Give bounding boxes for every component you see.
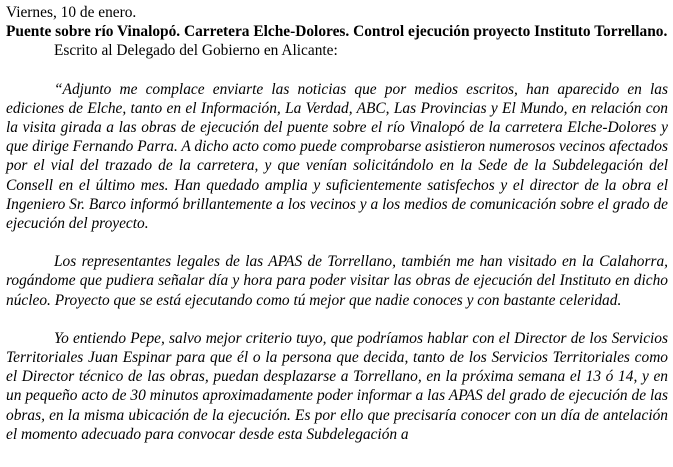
body-paragraph-1: “Adjunto me complace enviarte las noticias que por medios escritos, han aparecido en las ediciones de Elche, tanto en el Información, La Verdad, ABC, Las Provincias y El Mundo, en relación con la visita girada a las obras de ejecución del puente sobre el río Vinalopó de la carretera Elche-Dolores y que dirige Fernando Parra. A dicho acto como puede comprobarse asistieron numerosos vecinos afectados por el vial del trazado de la carretera, y que venían solicitándolo en la Sede de la Subdelegación del Consell en el último mes. Han quedado amplia y suficientemente satisfechos y el director de la obra el Ingeniero Sr. Barco informó brillantemente a los vecinos y a los medios de comunicación sobre el grado de ejecución del proyecto. [6, 80, 668, 233]
body-paragraph-3: Yo entiendo Pepe, salvo mejor criterio tuyo, que podríamos hablar con el Director de los Servicios Territoriales Juan Espinar para que él o la persona que decida, tanto de los Servicios Territoriales como el Director técnico de las obras, puedan desplazarse a Torrellano, en la próxima semana el 13 ó 14, y en un pequeño acto de 30 minutos aproximadamente poder informar a las APAS del grado de ejecución de las obras, en la misma ubicación de la ejecución. Es por ello que precisaría conocer con un día de antelación el momento adecuado para convocar desde esta Subdelegación a [6, 329, 668, 443]
body-paragraph-2: Los representantes legales de las APAS de Torrellano, también me han visitado en la Calahorra, rogándome que pudiera señalar día y hora para poder visitar las obras de ejecución del Instituto en dicho núcleo. Proyecto que se está ejecutando como tú mejor que nadie conoces y con bastante celeridad. [6, 253, 668, 309]
document-heading: Puente sobre río Vinalopó. Carretera Elche-Dolores. Control ejecución proyecto Instituto Torrellano. [6, 23, 668, 41]
spacer [6, 233, 668, 252]
spacer [6, 310, 668, 329]
addressee-line: Escrito al Delegado del Gobierno en Alicante: [54, 42, 338, 60]
document-page [6, 3, 668, 444]
document-date: Viernes, 10 de enero. [6, 4, 137, 21]
spacer [6, 61, 668, 80]
